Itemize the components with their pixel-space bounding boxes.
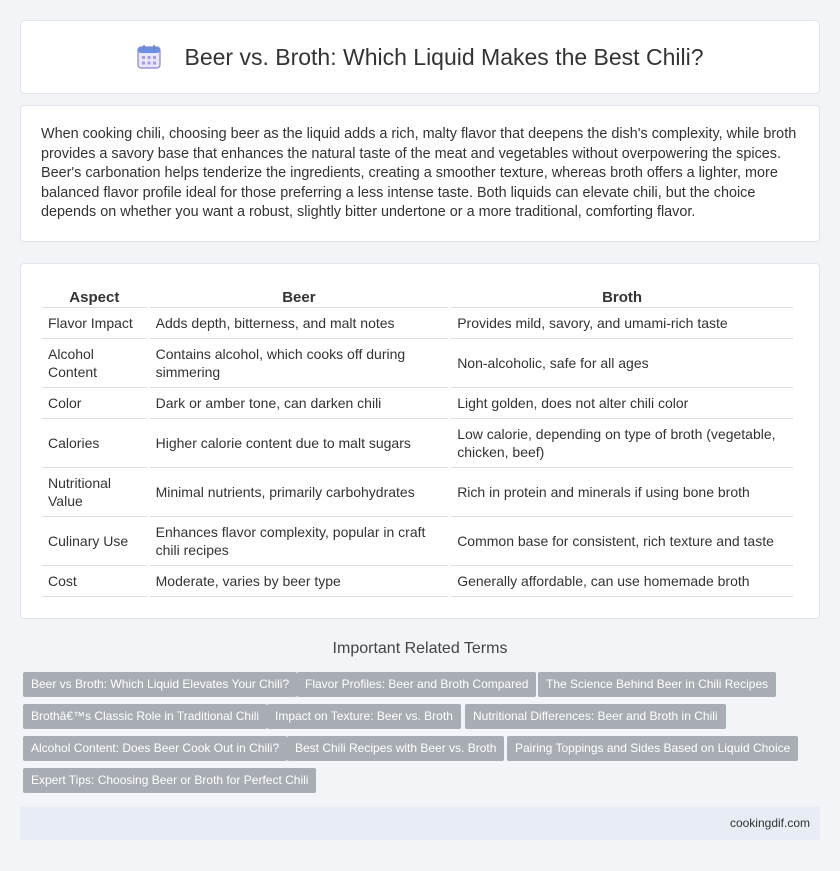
term-tag[interactable]: Best Chili Recipes with Beer vs. Broth [287, 736, 504, 761]
cell-broth: Common base for consistent, rich texture and taste [451, 517, 793, 566]
cell-aspect: Flavor Impact [42, 308, 147, 339]
intro-section [20, 105, 820, 242]
cell-beer: Moderate, varies by beer type [150, 566, 449, 597]
cell-beer: Adds depth, bitterness, and malt notes [150, 308, 449, 339]
cell-broth: Low calorie, depending on type of broth (vegetable, chicken, beef) [451, 419, 793, 468]
comparison-table [39, 282, 796, 597]
cell-aspect: Calories [42, 419, 147, 468]
calendar-icon [136, 44, 162, 70]
cell-beer: Dark or amber tone, can darken chili [150, 388, 449, 419]
cell-aspect: Color [42, 388, 147, 419]
intro-text: When cooking chili, choosing beer as the liquid adds a rich, malty flavor that deepens the dish's complexity, while broth provides a savory base that enhances the natural taste of the meat and vegetables without overpowering the spices. Beer's carbonation helps tenderize the ingredients, creating a smoother texture, whereas broth offers a lighter, more balanced flavor profile ideal for those preferring a less intense taste. Both liquids can elevate chili, but the choice depends on whether you want a robust, slightly bitter undertone or a more traditional, comforting flavor. [41, 126, 797, 220]
header-beer: Beer [150, 282, 449, 308]
cell-beer: Higher calorie content due to malt sugars [150, 419, 449, 468]
table-row [42, 339, 793, 388]
table-row [42, 566, 793, 597]
page-header [20, 20, 820, 94]
comparison-table-card [20, 263, 820, 619]
header-broth: Broth [451, 282, 793, 308]
page-title: Beer vs. Broth: Which Liquid Makes the Best Chili? [184, 43, 704, 70]
header-aspect: Aspect [42, 282, 147, 308]
term-tag[interactable]: Nutritional Differences: Beer and Broth in Chili [465, 704, 726, 729]
cell-broth: Rich in protein and minerals if using bone broth [451, 468, 793, 517]
cell-beer: Contains alcohol, which cooks off during simmering [150, 339, 449, 388]
term-tag[interactable]: Expert Tips: Choosing Beer or Broth for Perfect Chili [23, 768, 316, 793]
term-tag[interactable]: Alcohol Content: Does Beer Cook Out in Chili? [23, 736, 287, 761]
footer [20, 807, 820, 840]
term-tag[interactable]: Flavor Profiles: Beer and Broth Compared [297, 672, 536, 697]
term-tag[interactable]: Impact on Texture: Beer vs. Broth [267, 704, 461, 729]
term-tag[interactable]: Brothâ€™s Classic Role in Traditional Chili [23, 704, 267, 729]
table-row [42, 308, 793, 339]
cell-beer: Minimal nutrients, primarily carbohydrates [150, 468, 449, 517]
cell-aspect: Culinary Use [42, 517, 147, 566]
cell-broth: Light golden, does not alter chili color [451, 388, 793, 419]
related-terms-title: Important Related Terms [332, 640, 508, 657]
table-row [42, 468, 793, 517]
cell-broth: Non-alcoholic, safe for all ages [451, 339, 793, 388]
cell-aspect: Nutritional Value [42, 468, 147, 517]
cell-broth: Provides mild, savory, and umami-rich taste [451, 308, 793, 339]
cell-aspect: Alcohol Content [42, 339, 147, 388]
term-tag[interactable]: Beer vs Broth: Which Liquid Elevates Your Chili? [23, 672, 297, 697]
cell-broth: Generally affordable, can use homemade broth [451, 566, 793, 597]
cell-beer: Enhances flavor complexity, popular in craft chili recipes [150, 517, 449, 566]
table-row [42, 419, 793, 468]
term-tag[interactable]: The Science Behind Beer in Chili Recipes [538, 672, 776, 697]
footer-site[interactable]: cookingdif.com [729, 816, 810, 830]
table-row [42, 517, 793, 566]
table-row [42, 388, 793, 419]
cell-aspect: Cost [42, 566, 147, 597]
term-tag[interactable]: Pairing Toppings and Sides Based on Liquid Choice [507, 736, 798, 761]
